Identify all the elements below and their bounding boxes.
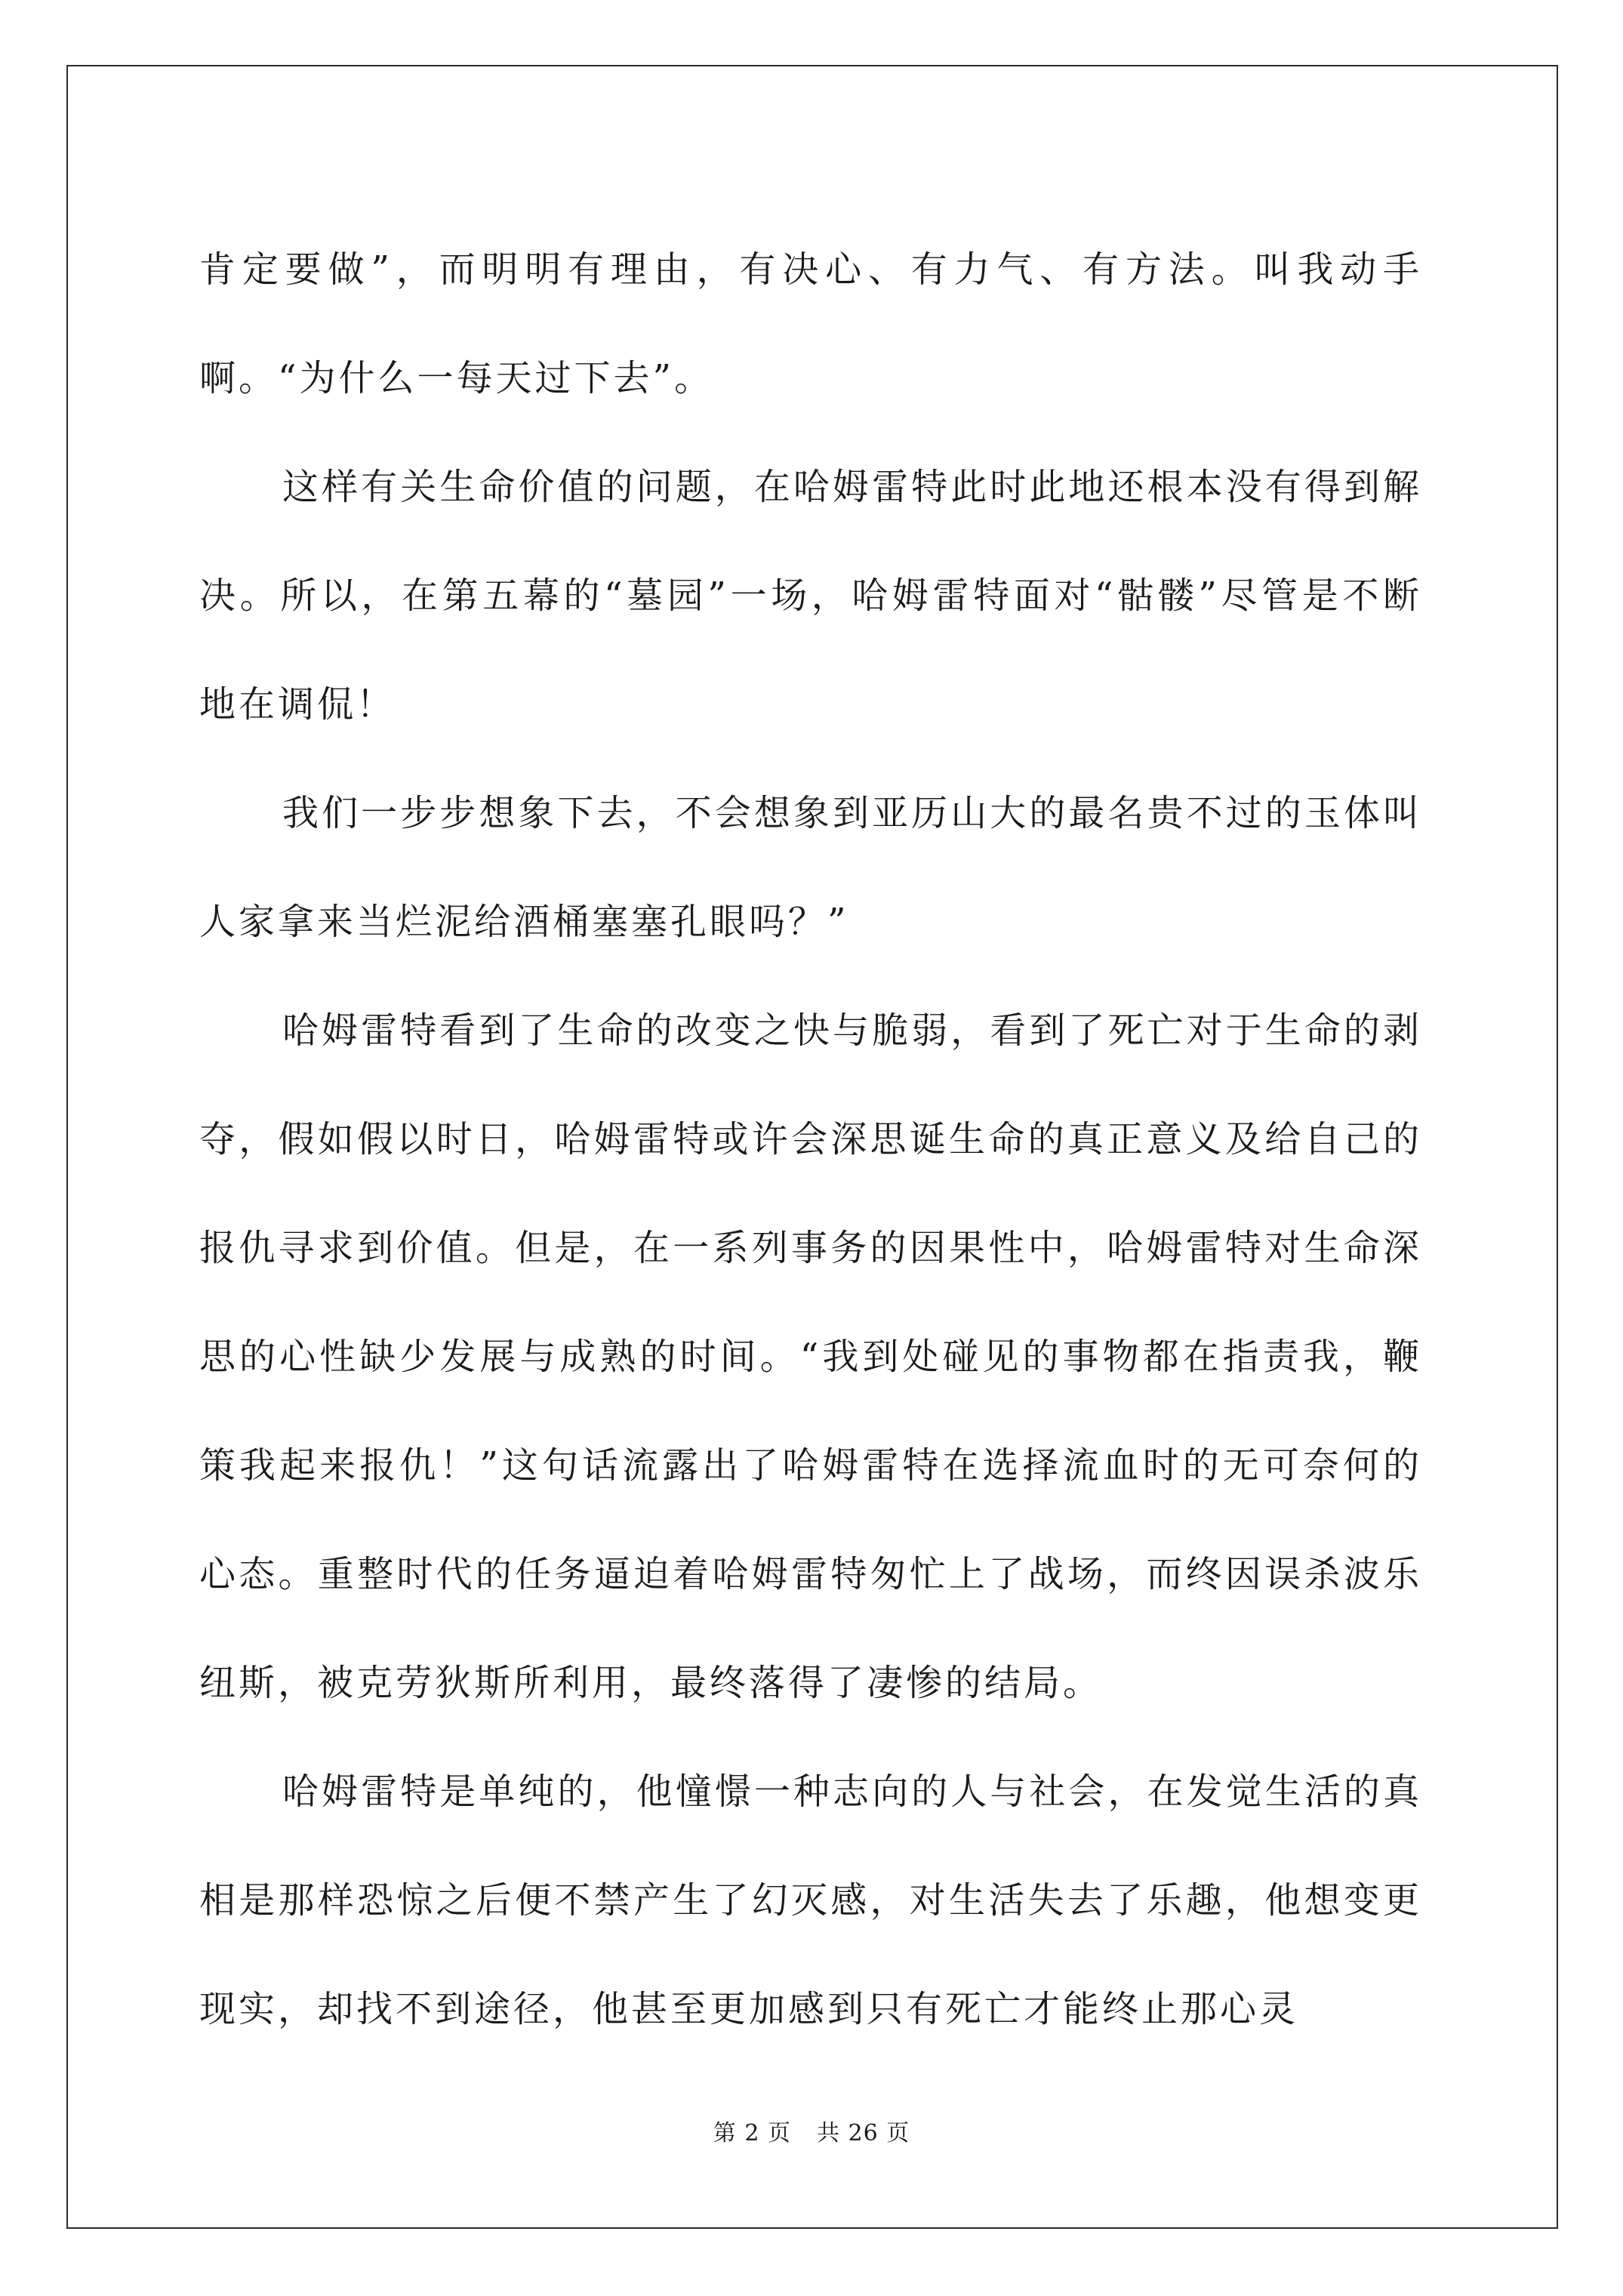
paragraph-1: 肯定要做”，而明明有理由，有决心、有力气、有方法。叫我动手啊。“为什么一每天过下去”。 <box>199 248 1422 399</box>
page-footer <box>0 2119 1623 2149</box>
paragraph-2: 这样有关生命价值的问题，在哈姆雷特此时此地还根本没有得到解决。所以，在第五幕的“墓园”一场，哈姆雷特面对“骷髅”尽管是不断地在调侃！ <box>199 466 1422 726</box>
paragraph-3: 我们一步步想象下去，不会想象到亚历山大的最名贵不过的玉体叫人家拿来当烂泥给酒桶塞塞孔眼吗？” <box>199 792 1422 943</box>
page-total: 共 26 页 <box>816 2120 910 2147</box>
paragraph-4: 哈姆雷特看到了生命的改变之快与脆弱，看到了死亡对于生命的剥夺，假如假以时日，哈姆雷特或许会深思诞生命的真正意义及给自己的报仇寻求到价值。但是，在一系列事务的因果性中，哈姆雷特对生命深思的心性缺少发展与成熟的时间。“我到处碰见的事物都在指责我，鞭策我起来报仇！”这句话流露出了哈姆雷特在选择流血时的无可奈何的心态。重整时代的任务逼迫着哈姆雷特匆忙上了战场，而终因误杀波乐纽斯，被克劳狄斯所利用，最终落得了凄惨的结局。 <box>199 1009 1422 1704</box>
document-body <box>199 215 1422 2063</box>
page-number: 第 2 页 <box>713 2120 791 2147</box>
paragraph-5: 哈姆雷特是单纯的，他憧憬一种志向的人与社会，在发觉生活的真相是那样恐惊之后便不禁产生了幻灭感，对生活失去了乐趣，他想变更现实，却找不到途径，他甚至更加感到只有死亡才能终止那心灵 <box>199 1771 1422 2030</box>
